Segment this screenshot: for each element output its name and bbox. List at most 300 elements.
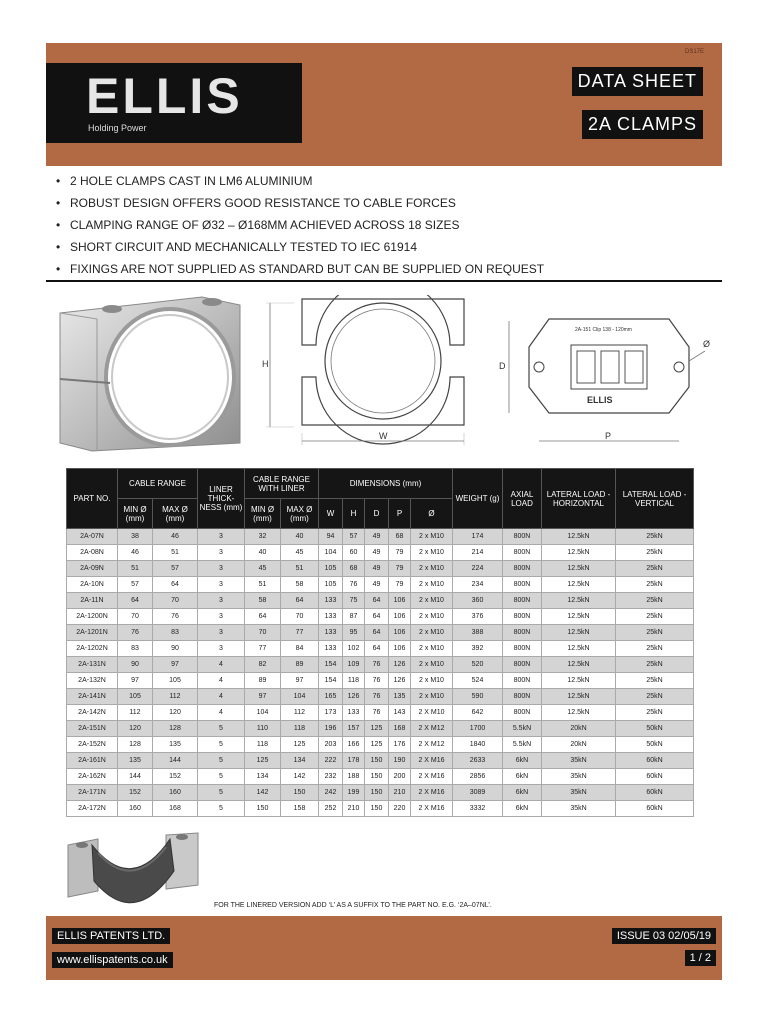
table-cell: 2856: [453, 769, 503, 785]
table-cell: 2 x M10: [411, 529, 453, 545]
logo-tagline: Holding Power: [88, 123, 147, 133]
table-cell: 89: [281, 657, 319, 673]
table-cell: 2A-161N: [67, 753, 118, 769]
table-cell: 25kN: [616, 641, 694, 657]
col-lateral-load-horizontal: LATERAL LOAD - HORIZONTAL: [542, 469, 616, 529]
table-cell: 105: [319, 561, 343, 577]
table-cell: 51: [245, 577, 281, 593]
table-cell: 6kN: [503, 785, 542, 801]
table-cell: 49: [365, 561, 389, 577]
table-cell: 126: [389, 657, 411, 673]
divider: [46, 280, 722, 282]
table-cell: 2 X M12: [411, 721, 453, 737]
table-cell: 188: [343, 769, 365, 785]
table-cell: 51: [153, 545, 198, 561]
list-item: • ROBUST DESIGN OFFERS GOOD RESISTANCE TO CABLE FORCES: [56, 196, 456, 210]
table-cell: 125: [365, 737, 389, 753]
table-cell: 64: [365, 609, 389, 625]
table-row: [67, 737, 694, 753]
table-cell: 60kN: [616, 801, 694, 817]
table-cell: 50kN: [616, 737, 694, 753]
table-cell: 68: [343, 561, 365, 577]
table-cell: 160: [153, 785, 198, 801]
table-cell: 58: [281, 577, 319, 593]
table-cell: 64: [365, 593, 389, 609]
table-cell: 800N: [503, 689, 542, 705]
spec-table-body: [67, 529, 694, 817]
table-cell: 5: [198, 753, 245, 769]
table-cell: 40: [245, 545, 281, 561]
list-item: • CLAMPING RANGE OF Ø32 – Ø168MM ACHIEVED ACROSS 18 SIZES: [56, 218, 460, 232]
table-cell: 199: [343, 785, 365, 801]
table-cell: 2A-1200N: [67, 609, 118, 625]
table-row: [67, 753, 694, 769]
table-cell: 51: [118, 561, 153, 577]
table-cell: 135: [389, 689, 411, 705]
table-cell: 800N: [503, 593, 542, 609]
table-cell: 104: [245, 705, 281, 721]
table-cell: 76: [365, 705, 389, 721]
table-cell: 203: [319, 737, 343, 753]
liner-suffix-note: FOR THE LINERED VERSION ADD ‘L’ AS A SUFFIX TO THE PART NO. E.G. ‘2A–07NL’.: [214, 902, 492, 909]
table-cell: 97: [245, 689, 281, 705]
list-item: • 2 HOLE CLAMPS CAST IN LM6 ALUMINIUM: [56, 174, 313, 188]
table-row: [67, 769, 694, 785]
table-cell: 2A-142N: [67, 705, 118, 721]
table-cell: 25kN: [616, 673, 694, 689]
table-cell: 25kN: [616, 689, 694, 705]
table-cell: 5: [198, 801, 245, 817]
table-cell: 60kN: [616, 785, 694, 801]
pitch-label: P: [605, 431, 612, 441]
table-cell: 35kN: [542, 801, 616, 817]
table-cell: 6kN: [503, 753, 542, 769]
table-cell: 2A-1201N: [67, 625, 118, 641]
table-cell: 3: [198, 561, 245, 577]
table-cell: 2A-09N: [67, 561, 118, 577]
table-cell: 2 x M10: [411, 561, 453, 577]
table-cell: 5: [198, 737, 245, 753]
table-row: [67, 801, 694, 817]
clamp-photo: [52, 293, 246, 453]
table-cell: 12.5kN: [542, 545, 616, 561]
table-cell: 2 x M10: [411, 689, 453, 705]
table-cell: 97: [281, 673, 319, 689]
table-cell: 64: [153, 577, 198, 593]
table-cell: 51: [281, 561, 319, 577]
table-cell: 157: [343, 721, 365, 737]
table-row: [67, 545, 694, 561]
table-cell: 87: [343, 609, 365, 625]
table-cell: 12.5kN: [542, 577, 616, 593]
table-cell: 200: [389, 769, 411, 785]
table-cell: 76: [365, 689, 389, 705]
table-cell: 210: [343, 801, 365, 817]
table-cell: 6kN: [503, 769, 542, 785]
table-cell: 2 x M10: [411, 545, 453, 561]
table-cell: 150: [365, 785, 389, 801]
table-row: [67, 785, 694, 801]
table-cell: 126: [389, 673, 411, 689]
table-cell: 800N: [503, 625, 542, 641]
table-cell: 79: [389, 545, 411, 561]
table-cell: 2A-08N: [67, 545, 118, 561]
spec-table: [66, 468, 694, 817]
table-cell: 173: [319, 705, 343, 721]
table-cell: 105: [319, 577, 343, 593]
table-cell: 252: [319, 801, 343, 817]
table-cell: 150: [365, 801, 389, 817]
table-row: [67, 609, 694, 625]
table-cell: 1840: [453, 737, 503, 753]
width-label: W: [379, 431, 388, 441]
table-cell: 60kN: [616, 753, 694, 769]
table-cell: 6kN: [503, 801, 542, 817]
table-cell: 234: [453, 577, 503, 593]
data-sheet-page: [46, 43, 722, 980]
table-row: [67, 657, 694, 673]
table-cell: 2 x M10: [411, 577, 453, 593]
table-cell: 150: [245, 801, 281, 817]
table-cell: 20kN: [542, 721, 616, 737]
website-link[interactable]: www.ellispatents.co.uk: [52, 952, 173, 968]
logo-wordmark: ELLIS: [86, 68, 243, 124]
table-cell: 84: [281, 641, 319, 657]
table-cell: 12.5kN: [542, 657, 616, 673]
table-cell: 46: [118, 545, 153, 561]
table-cell: 5: [198, 769, 245, 785]
col-cable-range-with-liner: CABLE RANGE WITH LINER: [245, 469, 319, 499]
table-row: [67, 721, 694, 737]
table-cell: 25kN: [616, 561, 694, 577]
table-cell: 25kN: [616, 529, 694, 545]
table-cell: 150: [365, 769, 389, 785]
table-cell: 12.5kN: [542, 561, 616, 577]
linered-clamp-photo: [62, 831, 202, 907]
table-cell: 76: [343, 577, 365, 593]
table-row: [67, 577, 694, 593]
table-cell: 125: [365, 721, 389, 737]
table-cell: 35kN: [542, 785, 616, 801]
table-cell: 800N: [503, 657, 542, 673]
table-cell: 165: [319, 689, 343, 705]
table-cell: 76: [118, 625, 153, 641]
table-cell: 360: [453, 593, 503, 609]
table-cell: 2A-11N: [67, 593, 118, 609]
table-cell: 3: [198, 641, 245, 657]
table-cell: 2 x M10: [411, 593, 453, 609]
table-cell: 2A-152N: [67, 737, 118, 753]
table-cell: 105: [118, 689, 153, 705]
table-cell: 520: [453, 657, 503, 673]
table-cell: 110: [245, 721, 281, 737]
col-axial-load: AXIAL LOAD: [503, 469, 542, 529]
table-cell: 134: [245, 769, 281, 785]
table-cell: 2A-131N: [67, 657, 118, 673]
table-cell: 90: [153, 641, 198, 657]
table-cell: 35kN: [542, 769, 616, 785]
col-weight: WEIGHT (g): [453, 469, 503, 529]
col-w: W: [319, 499, 343, 529]
table-cell: 76: [153, 609, 198, 625]
table-cell: 5.5kN: [503, 737, 542, 753]
feature-list: [56, 170, 716, 280]
table-cell: 2A-162N: [67, 769, 118, 785]
table-cell: 104: [281, 689, 319, 705]
col-cable-range: CABLE RANGE: [118, 469, 198, 499]
table-cell: 104: [319, 545, 343, 561]
company-name: ELLIS PATENTS LTD.: [52, 928, 170, 944]
table-cell: 25kN: [616, 577, 694, 593]
table-cell: 12.5kN: [542, 641, 616, 657]
table-cell: 224: [453, 561, 503, 577]
product-title: 2A CLAMPS: [582, 110, 703, 139]
table-cell: 57: [153, 561, 198, 577]
table-cell: 2 X M16: [411, 769, 453, 785]
table-cell: 35kN: [542, 753, 616, 769]
table-cell: 77: [281, 625, 319, 641]
table-cell: 2A-172N: [67, 801, 118, 817]
table-cell: 120: [118, 721, 153, 737]
table-cell: 64: [118, 593, 153, 609]
brand-mark: ELLIS: [587, 395, 613, 405]
table-cell: 4: [198, 657, 245, 673]
table-row: [67, 705, 694, 721]
table-cell: 3332: [453, 801, 503, 817]
table-cell: 2 x M10: [411, 673, 453, 689]
table-cell: 190: [389, 753, 411, 769]
table-cell: 25kN: [616, 545, 694, 561]
table-cell: 125: [245, 753, 281, 769]
table-cell: 178: [343, 753, 365, 769]
table-cell: 12.5kN: [542, 625, 616, 641]
table-cell: 2 X M16: [411, 801, 453, 817]
table-cell: 176: [389, 737, 411, 753]
table-cell: 3: [198, 625, 245, 641]
table-cell: 60kN: [616, 769, 694, 785]
col-h: H: [343, 499, 365, 529]
table-cell: 70: [153, 593, 198, 609]
table-cell: 800N: [503, 577, 542, 593]
table-cell: 150: [281, 785, 319, 801]
table-cell: 97: [118, 673, 153, 689]
table-cell: 49: [365, 545, 389, 561]
table-cell: 524: [453, 673, 503, 689]
table-cell: 800N: [503, 609, 542, 625]
table-cell: 32: [245, 529, 281, 545]
table-cell: 154: [319, 673, 343, 689]
table-cell: 168: [153, 801, 198, 817]
table-cell: 800N: [503, 561, 542, 577]
table-cell: 2 x M10: [411, 625, 453, 641]
table-cell: 2A-10N: [67, 577, 118, 593]
table-row: [67, 641, 694, 657]
table-cell: 112: [118, 705, 153, 721]
table-cell: 142: [281, 769, 319, 785]
table-cell: 95: [343, 625, 365, 641]
table-cell: 109: [343, 657, 365, 673]
col-max-dia: MAX Ø (mm): [153, 499, 198, 529]
table-cell: 57: [118, 577, 153, 593]
table-cell: 160: [118, 801, 153, 817]
table-cell: 2 x M10: [411, 657, 453, 673]
front-view-drawing: [254, 295, 474, 453]
table-cell: 152: [118, 785, 153, 801]
table-cell: 12.5kN: [542, 529, 616, 545]
table-cell: 25kN: [616, 593, 694, 609]
table-cell: 174: [453, 529, 503, 545]
table-cell: 144: [153, 753, 198, 769]
table-cell: 2A-141N: [67, 689, 118, 705]
table-cell: 142: [245, 785, 281, 801]
clip-label: 2A-151 Clip 138 - 120mm: [575, 327, 632, 333]
table-cell: 133: [319, 593, 343, 609]
table-cell: 12.5kN: [542, 705, 616, 721]
table-cell: 64: [281, 593, 319, 609]
table-cell: 20kN: [542, 737, 616, 753]
table-cell: 133: [319, 609, 343, 625]
table-row: [67, 529, 694, 545]
table-cell: 1700: [453, 721, 503, 737]
table-cell: 46: [153, 529, 198, 545]
table-cell: 64: [365, 625, 389, 641]
table-cell: 133: [343, 705, 365, 721]
table-cell: 120: [153, 705, 198, 721]
table-cell: 133: [319, 641, 343, 657]
table-cell: 82: [245, 657, 281, 673]
table-cell: 79: [389, 577, 411, 593]
footer-band: [46, 916, 722, 980]
table-cell: 105: [153, 673, 198, 689]
table-cell: 50kN: [616, 721, 694, 737]
table-cell: 25kN: [616, 657, 694, 673]
table-cell: 392: [453, 641, 503, 657]
table-cell: 12.5kN: [542, 609, 616, 625]
table-row: [67, 593, 694, 609]
list-item: • FIXINGS ARE NOT SUPPLIED AS STANDARD BUT CAN BE SUPPLIED ON REQUEST: [56, 262, 545, 276]
table-cell: 3089: [453, 785, 503, 801]
table-cell: 83: [118, 641, 153, 657]
table-cell: 49: [365, 577, 389, 593]
table-row: [67, 673, 694, 689]
table-cell: 3: [198, 593, 245, 609]
col-dimensions: DIMENSIONS (mm): [319, 469, 453, 499]
table-cell: 118: [281, 721, 319, 737]
table-cell: 196: [319, 721, 343, 737]
table-cell: 126: [343, 689, 365, 705]
table-cell: 232: [319, 769, 343, 785]
table-cell: 2 X M12: [411, 737, 453, 753]
table-cell: 76: [365, 657, 389, 673]
table-cell: 5.5kN: [503, 721, 542, 737]
table-cell: 2633: [453, 753, 503, 769]
table-cell: 3: [198, 545, 245, 561]
table-cell: 106: [389, 593, 411, 609]
table-cell: 25kN: [616, 625, 694, 641]
table-cell: 150: [365, 753, 389, 769]
table-cell: 90: [118, 657, 153, 673]
table-cell: 25kN: [616, 705, 694, 721]
table-cell: 4: [198, 689, 245, 705]
table-cell: 64: [245, 609, 281, 625]
table-row: [67, 689, 694, 705]
page-number: 1 / 2: [685, 950, 716, 966]
table-cell: 242: [319, 785, 343, 801]
table-cell: 2A-07N: [67, 529, 118, 545]
col-lateral-load-vertical: LATERAL LOAD - VERTICAL: [616, 469, 694, 529]
table-cell: 83: [153, 625, 198, 641]
table-cell: 800N: [503, 529, 542, 545]
table-cell: 154: [319, 657, 343, 673]
table-cell: 106: [389, 641, 411, 657]
col-liner-max-dia: MAX Ø (mm): [281, 499, 319, 529]
data-sheet-title: DATA SHEET: [572, 67, 703, 96]
table-cell: 2A-171N: [67, 785, 118, 801]
table-cell: 2 X M16: [411, 785, 453, 801]
table-cell: 97: [153, 657, 198, 673]
hole-diameter-label: Ø: [703, 339, 711, 349]
table-cell: 12.5kN: [542, 673, 616, 689]
table-cell: 168: [389, 721, 411, 737]
table-cell: 144: [118, 769, 153, 785]
table-cell: 3: [198, 577, 245, 593]
table-cell: 77: [245, 641, 281, 657]
header-band: [46, 43, 722, 166]
table-cell: 158: [281, 801, 319, 817]
table-cell: 45: [245, 561, 281, 577]
table-cell: 5: [198, 785, 245, 801]
table-cell: 800N: [503, 641, 542, 657]
table-cell: 133: [319, 625, 343, 641]
table-cell: 3: [198, 609, 245, 625]
table-cell: 106: [389, 609, 411, 625]
issue-date: ISSUE 03 02/05/19: [612, 928, 716, 944]
col-liner-min-dia: MIN Ø (mm): [245, 499, 281, 529]
table-cell: 800N: [503, 673, 542, 689]
table-cell: 5: [198, 721, 245, 737]
top-view-drawing: [491, 295, 721, 453]
table-cell: 222: [319, 753, 343, 769]
table-cell: 4: [198, 673, 245, 689]
table-cell: 89: [245, 673, 281, 689]
table-cell: 12.5kN: [542, 593, 616, 609]
table-cell: 2A-1202N: [67, 641, 118, 657]
table-cell: 2A-151N: [67, 721, 118, 737]
table-cell: 166: [343, 737, 365, 753]
table-cell: 57: [343, 529, 365, 545]
table-cell: 94: [319, 529, 343, 545]
table-cell: 135: [153, 737, 198, 753]
table-cell: 376: [453, 609, 503, 625]
table-cell: 25kN: [616, 609, 694, 625]
table-cell: 112: [281, 705, 319, 721]
table-cell: 112: [153, 689, 198, 705]
table-cell: 214: [453, 545, 503, 561]
table-cell: 68: [389, 529, 411, 545]
list-item: • SHORT CIRCUIT AND MECHANICALLY TESTED TO IEC 61914: [56, 240, 417, 254]
table-cell: 118: [245, 737, 281, 753]
table-cell: 642: [453, 705, 503, 721]
document-reference: DS17E: [684, 49, 704, 55]
table-cell: 38: [118, 529, 153, 545]
table-cell: 134: [281, 753, 319, 769]
table-cell: 2A-132N: [67, 673, 118, 689]
table-cell: 64: [365, 641, 389, 657]
col-min-dia: MIN Ø (mm): [118, 499, 153, 529]
table-cell: 45: [281, 545, 319, 561]
height-label: H: [262, 359, 269, 369]
table-cell: 12.5kN: [542, 689, 616, 705]
